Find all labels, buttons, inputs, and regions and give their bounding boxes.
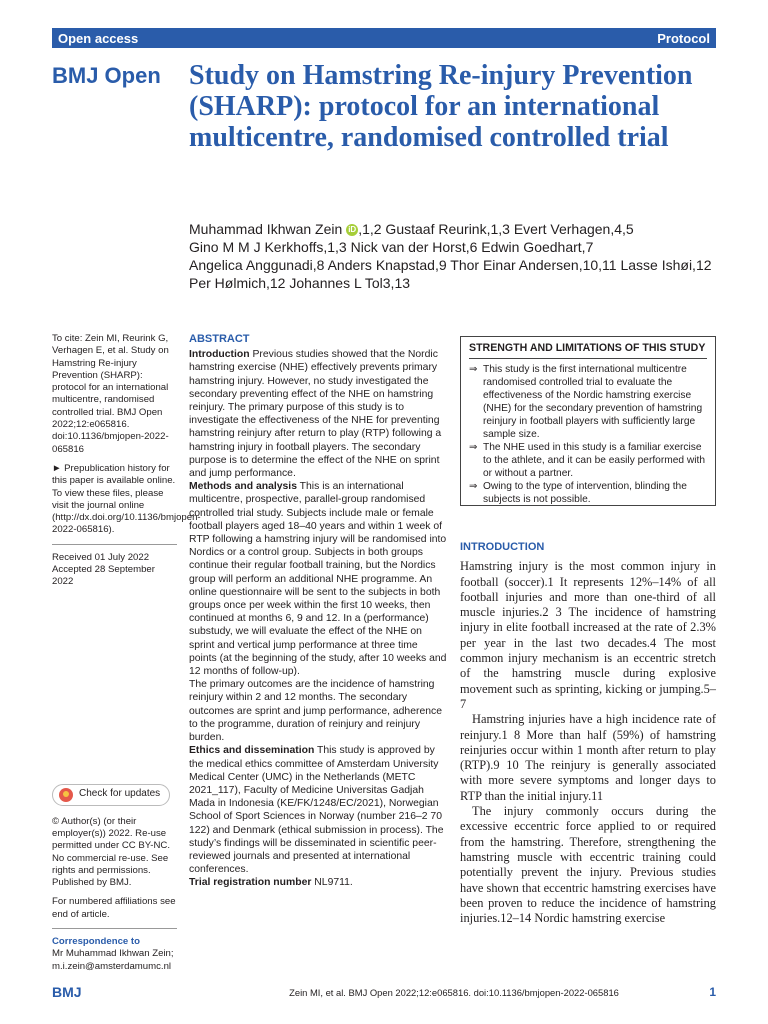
article-title: Study on Hamstring Re-injury Prevention (SHARP): protocol for an international multicentre, randomised controlled trial — [189, 60, 693, 153]
methods-label: Methods and analysis — [189, 481, 297, 493]
footer-citation: Zein MI, et al. BMJ Open 2022;12:e065816. doi:10.1136/bmjopen-2022-065816 — [289, 986, 619, 998]
affiliations-note: For numbered affiliations see end of article. — [52, 896, 176, 920]
arrow-icon: ⇒ — [469, 364, 478, 375]
introduction-paragraph-1: Hamstring injury is the most common injury in football (soccer).1 It represents 12%–14% of all football injuries and more than one-third of all muscle injuries.2 3 The incidence of hamstring injury in elite football increased at the rate of 2.3% per year in the last two decades.4 The most common injury mechanism is an eccentric stretch of the hamstring muscle during explosive movement such as sprinting, kicking or jumping.5–7 — [460, 559, 716, 711]
first-author[interactable]: Muhammad Ikhwan Zein — [189, 221, 343, 237]
abstract-methods — [189, 480, 447, 678]
arrow-icon: ⇒ — [469, 442, 478, 453]
author-line-2: Gino M M J Kerkhoffs,1,3 Nick van der Horst,6 Edwin Goedhart,7 — [189, 239, 594, 255]
arrow-icon: ⇒ — [469, 481, 478, 492]
open-access-label: Open access — [58, 30, 139, 46]
abstract-outcomes: The primary outcomes are the incidence of hamstring reinjury within 2 and 12 months. The secondary outcomes are sprint and jump performance, adherence to the programme, duration of reinjury and reinjury burden. — [189, 679, 442, 744]
crossmark-icon — [59, 788, 73, 802]
strength-text: The NHE used in this study is a familiar exercise to the athlete, and it can be easily performed with or without a partner. — [483, 442, 705, 479]
introduction-heading: INTRODUCTION — [460, 541, 545, 553]
methods-text: This is an international multicentre, prospective, parallel-group randomised controlled trial study. Subjects include male or female football players aged 18–40 years and within 1 week of RTP following a hamstring injury will be randomised into Nordics or a control group. Subjects in both groups continue their regular football training, but the Nordics group will perform an additional NHE programme. An online questionnaire will be sent to the subjects in both groups once per week within the first 10 weeks, then continued at months 6, 9 and 12. In a (performance) substudy, we will evaluate the effect of the NHE on sprint and vertical jump performance at three time points (at the beginning of the study, after 10 weeks and 12 months of follow-up). — [189, 481, 447, 678]
strength-item — [469, 480, 707, 506]
intro-label: Introduction — [189, 349, 250, 361]
sidebar-spacer — [52, 596, 177, 780]
ethics-text: This study is approved by the medical ethics committee of Amsterdam University Medical Center (UMC) in the Netherlands (METC 2021_117), Faculty of Medicine Universitas Gadjah Mada in Indonesia (KE/FK/1248/EC/2021), Norwegian School of Sport Sciences in Norway (number 216–2 70 122) and Denmark (ethical submission in process). The study’s findings will be disseminated in scientific peer-reviewed journals and presented at international conferences. — [189, 745, 444, 876]
accepted-date: Accepted 28 September 2022 — [52, 564, 155, 588]
author-line-1 — [189, 220, 729, 238]
page-footer — [52, 980, 716, 1004]
author-line-1-rest: ,1,2 Gustaaf Reurink,1,3 Evert Verhagen,4,5 — [358, 221, 634, 237]
trial-label: Trial registration number — [189, 877, 312, 889]
strength-text: This study is the first international multicentre randomised controlled trial to evaluate the effectiveness of the Nordic hamstring exercise (NHE) for the secondary prevention of hamstring reinjury in football players with sufficiently large sample size. — [483, 364, 703, 440]
article-type-label: Protocol — [657, 30, 710, 46]
abstract — [189, 333, 447, 890]
strengths-heading: STRENGTH AND LIMITATIONS OF THIS STUDY — [469, 342, 707, 359]
journal-logo: BMJ Open — [52, 63, 161, 88]
correspondence-heading: Correspondence to — [52, 936, 140, 948]
correspondence-details[interactable]: Mr Muhammad Ikhwan Zein; m.i.zein@amsterdamumc.nl — [52, 948, 174, 972]
author-list — [189, 220, 729, 292]
copyright-note: © Author(s) (or their employer(s)) 2022. Re-use permitted under CC BY-NC. No commercial re-use. See rights and permissions. Published by BMJ. — [52, 815, 171, 889]
intro-text: Previous studies showed that the Nordic hamstring exercise (NHE) effectively prevents primary hamstring injury. However, no study investigated the secondary preventing effect of the NHE on hamstring reinjury. The primary purpose of this study is to investigate the effectiveness of the NHE for preventing hamstring reinjury after return to play (RTP) following a hamstring injury in football players. The secondary purpose is to determine the effect of the NHE on sprint and jump performance. — [189, 349, 442, 480]
abstract-trial-registration — [189, 876, 447, 889]
bmj-logo: BMJ — [52, 984, 82, 1000]
article-sidebar — [52, 333, 201, 973]
introduction-section — [460, 540, 716, 926]
author-line-4: Per Hølmich,12 Johannes L Tol3,13 — [189, 275, 411, 291]
divider — [52, 928, 177, 929]
strength-item — [469, 363, 707, 441]
strengths-limitations-box — [460, 336, 716, 506]
top-banner — [52, 28, 716, 48]
citation-info: To cite: Zein MI, Reurink G, Verhagen E, et al. Study on Hamstring Re-injury Prevention (SHARP): protocol for an international multicentre, randomised controlled trial. BMJ Open 2022;12:e065816. doi:10.1136/bmjopen-2022-065816 — [52, 333, 169, 455]
check-for-updates-label: Check for updates — [79, 788, 161, 800]
orcid-icon[interactable]: iD — [348, 225, 357, 235]
abstract-ethics — [189, 744, 447, 876]
introduction-paragraph-3: The injury commonly occurs during the excessive eccentric force applied to or required from the hamstring. Therefore, strengthening the hamstring muscle with eccentric training could potentially prevent the injury. Previous studies have shown that eccentric hamstring exercises have been proven to reduce the incidence of hamstring injuries.12–14 Nordic hamstring exercise — [460, 804, 716, 926]
abstract-introduction — [189, 348, 447, 480]
strength-item — [469, 441, 707, 480]
divider — [52, 544, 177, 545]
trial-text: NL9711. — [311, 877, 353, 889]
author-line-3: Angelica Anggunadi,8 Anders Knapstad,9 Thor Einar Andersen,10,11 Lasse Ishøi,12 — [189, 257, 712, 273]
ethics-label: Ethics and dissemination — [189, 745, 315, 757]
page-number: 1 — [709, 985, 716, 999]
strength-text: Owing to the type of intervention, blinding the subjects is not possible. — [483, 481, 687, 505]
check-for-updates-button[interactable] — [52, 784, 170, 806]
received-date: Received 01 July 2022 — [52, 551, 150, 563]
abstract-heading: ABSTRACT — [189, 333, 250, 345]
prepublication-note[interactable]: ► Prepublication history for this paper is available online. To view these files, please visit the journal online (http://dx.doi.org/10.1136/bmjopen-2022-065816). — [52, 462, 201, 536]
introduction-paragraph-2: Hamstring injuries have a high incidence rate of reinjury.1 8 More than half (59%) of hamstring reinjuries occur within 1 month after return to play (RTP).9 10 The reinjury is generally associated with more severe symptoms and longer days to RTP than the initial injury.11 — [460, 712, 716, 803]
